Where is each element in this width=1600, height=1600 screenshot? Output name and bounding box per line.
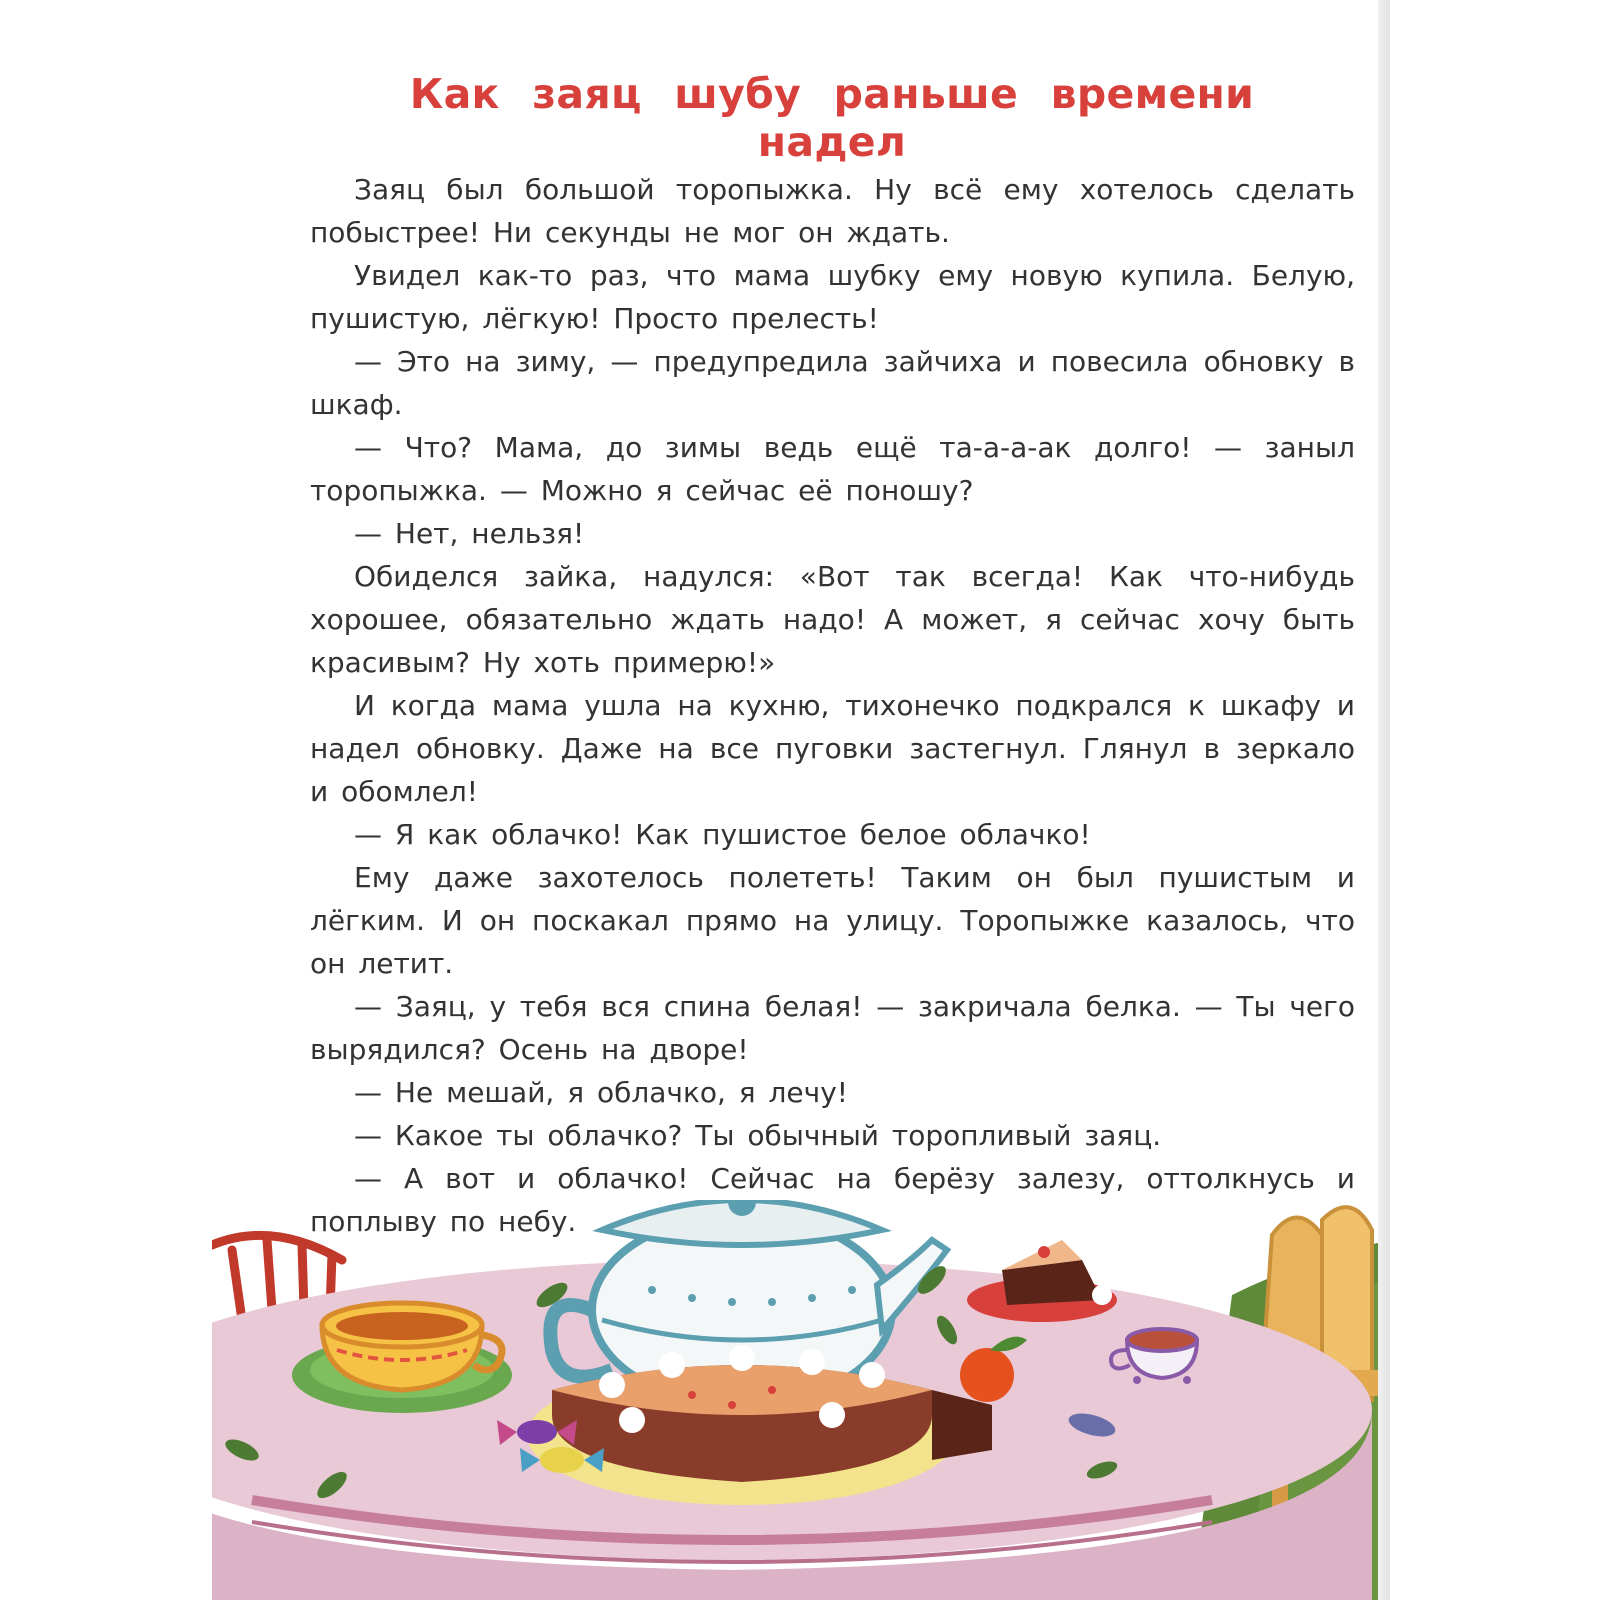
paragraph: — Что? Мама, до зимы ведь ещё та-а-а-ак долго! — заныл торопыжка. — Можно я сейчас её поношу?	[310, 431, 1355, 507]
paragraph: Увидел как-то раз, что мама шубку ему новую купила. Белую, пушистую, лёгкую! Просто прелесть!	[310, 259, 1355, 335]
page-edge	[1378, 0, 1390, 1600]
paragraph: — А вот и облачко! Сейчас на берёзу залезу, оттолкнусь и поплыву по небу.	[310, 1162, 1355, 1238]
paragraph: — Я как облачко! Как пушистое белое облачко!	[354, 818, 1091, 851]
paragraph: — Это на зиму, — предупредила зайчиха и повесила обновку в шкаф.	[310, 345, 1355, 421]
page-title: Как заяц шубу раньше времени надел	[409, 70, 1255, 166]
paragraph: — Заяц, у тебя вся спина белая! — закричала белка. — Ты чего вырядился? Осень на дворе!	[310, 990, 1355, 1066]
story-text	[310, 168, 1355, 1243]
paragraph: Обиделся зайка, надулся: «Вот так всегда! Как что-нибудь хорошее, обязательно ждать надо! А может, я сейчас хочу быть красивым? Ну хоть примерю!»	[310, 560, 1355, 679]
paragraph: Ему даже захотелось полететь! Таким он был пушистым и лёгким. И он поскакал прямо на улицу. Торопыжке казалось, что он летит.	[310, 861, 1355, 980]
book-page	[212, 0, 1390, 1600]
paragraph: — Нет, нельзя!	[354, 517, 585, 550]
teacup-icon	[292, 1303, 512, 1413]
paragraph: — Какое ты облачко? Ты обычный торопливый заяц.	[354, 1119, 1162, 1152]
tea-table-illustration	[212, 1200, 1390, 1600]
paragraph: И когда мама ушла на кухню, тихонечко подкрался к шкафу и надел обновку. Даже на все пуговки застегнул. Глянул в зеркало и обомлел!	[310, 689, 1355, 808]
paragraph: Заяц был большой торопыжка. Ну всё ему хотелось сделать побыстрее! Ни секунды не мог он ждать.	[310, 173, 1355, 249]
paragraph: — Не мешай, я облачко, я лечу!	[354, 1076, 848, 1109]
